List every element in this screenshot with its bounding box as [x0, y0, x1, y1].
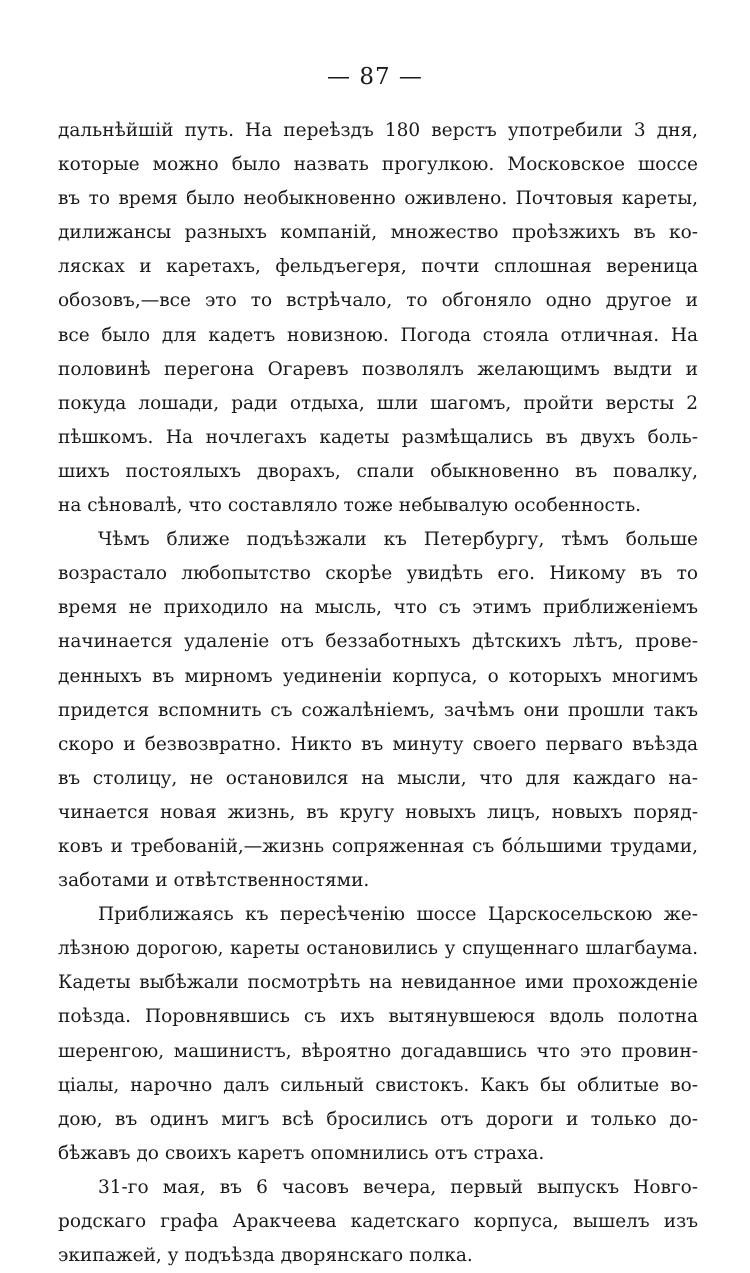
text-line: денныхъ въ мирномъ уединеніи корпуса, о которыхъ многимъ	[58, 665, 698, 687]
text-line: начинается удаленіе отъ беззаботныхъ дѣтскихъ лѣтъ, прове-	[58, 631, 698, 653]
paragraph	[58, 523, 698, 898]
text-line: въ столицу, не остановился на мысли, что для каждаго на-	[58, 767, 698, 789]
text-line: заботами и отвѣтственностями.	[58, 870, 370, 892]
text-line: лясках и каретахъ, фельдъегеря, почти сплошная вереница	[58, 256, 698, 278]
text-line: возрастало любопытство скорѣе увидѣть его. Никому въ то	[58, 563, 698, 585]
page-body-text	[58, 114, 698, 1273]
text-line: которые можно было назвать прогулкою. Московское шоссе	[58, 154, 698, 176]
text-line: на сѣновалѣ, что составляло тоже небывалую особенность.	[58, 495, 642, 517]
text-line: лѣзною дорогою, кареты остановились у спущеннаго шлагбаума.	[58, 938, 698, 960]
text-line: Кадеты выбѣжали посмотрѣть на невиданное ими прохожденіе	[58, 972, 698, 994]
text-line: родскаго графа Аракчеева кадетскаго корпуса, вышелъ изъ	[58, 1211, 698, 1232]
paragraph	[58, 898, 698, 1171]
paragraph	[58, 114, 698, 523]
text-line: экипажей, у подъѣзда дворянскаго полка.	[58, 1245, 473, 1267]
text-line: Чѣмъ ближе подъѣзжали къ Петербургу, тѣмъ больше	[98, 529, 698, 551]
text-line: чинается новая жизнь, въ кругу новыхъ лицъ, новыхъ поряд-	[58, 801, 698, 823]
text-line: дою, въ одинъ мигъ всѣ бросились отъ дороги и только до-	[58, 1108, 698, 1130]
text-line: 31-го мая, въ 6 часовъ вечера, первый выпускъ Новго-	[98, 1176, 698, 1198]
text-line: время не приходило на мысль, что съ этимъ приближеніемъ	[58, 597, 698, 619]
text-line: шихъ постоялыхъ дворахъ, спали обыкновенно въ повалку,	[58, 460, 698, 482]
paragraph	[58, 1171, 698, 1273]
text-line: ковъ и требованій,—жизнь сопряженная съ бо́льшими трудами,	[58, 835, 698, 857]
page-number: — 87 —	[327, 64, 423, 90]
text-line: поѣзда. Поровнявшись съ ихъ вытянувшеюся вдоль полотна	[58, 1006, 698, 1028]
text-line: пѣшкомъ. На ночлегахъ кадеты размѣщались въ двухъ боль-	[58, 426, 698, 448]
text-line: половинѣ перегона Огаревъ позволялъ желающимъ выдти и	[58, 358, 698, 380]
text-line: покуда лошади, ради отдыха, шли шагомъ, пройти версты 2	[58, 392, 698, 414]
text-line: въ то время было необыкновенно оживлено. Почтовыя кареты,	[58, 188, 698, 210]
text-line: дилижансы разныхъ компаній, множество проѣзжихъ въ ко-	[58, 222, 698, 244]
text-line: шеренгою, машинистъ, вѣроятно догадавшись что это провин-	[58, 1040, 698, 1062]
text-line: все было для кадетъ новизною. Погода стояла отличная. На	[58, 324, 698, 346]
text-line: бѣжавъ до своихъ каретъ опомнились отъ страха.	[58, 1142, 545, 1164]
text-line: дальнѣйшій путь. На переѣздъ 180 верстъ употребили 3 дня,	[58, 120, 698, 141]
text-line: ціалы, нарочно далъ сильный свистокъ. Какъ бы облитые во-	[58, 1074, 698, 1096]
text-line: Приближаясь къ пересѣченію шоссе Царскосельскою же-	[98, 904, 698, 926]
text-line: скоро и безвозвратно. Никто въ минуту своего перваго въѣзда	[58, 733, 698, 755]
text-line: обозовъ,—все это то встрѣчало, то обгоняло одно другое и	[58, 290, 698, 312]
text-line: придется вспомнить съ сожалѣніемъ, зачѣмъ они прошли такъ	[58, 699, 698, 721]
